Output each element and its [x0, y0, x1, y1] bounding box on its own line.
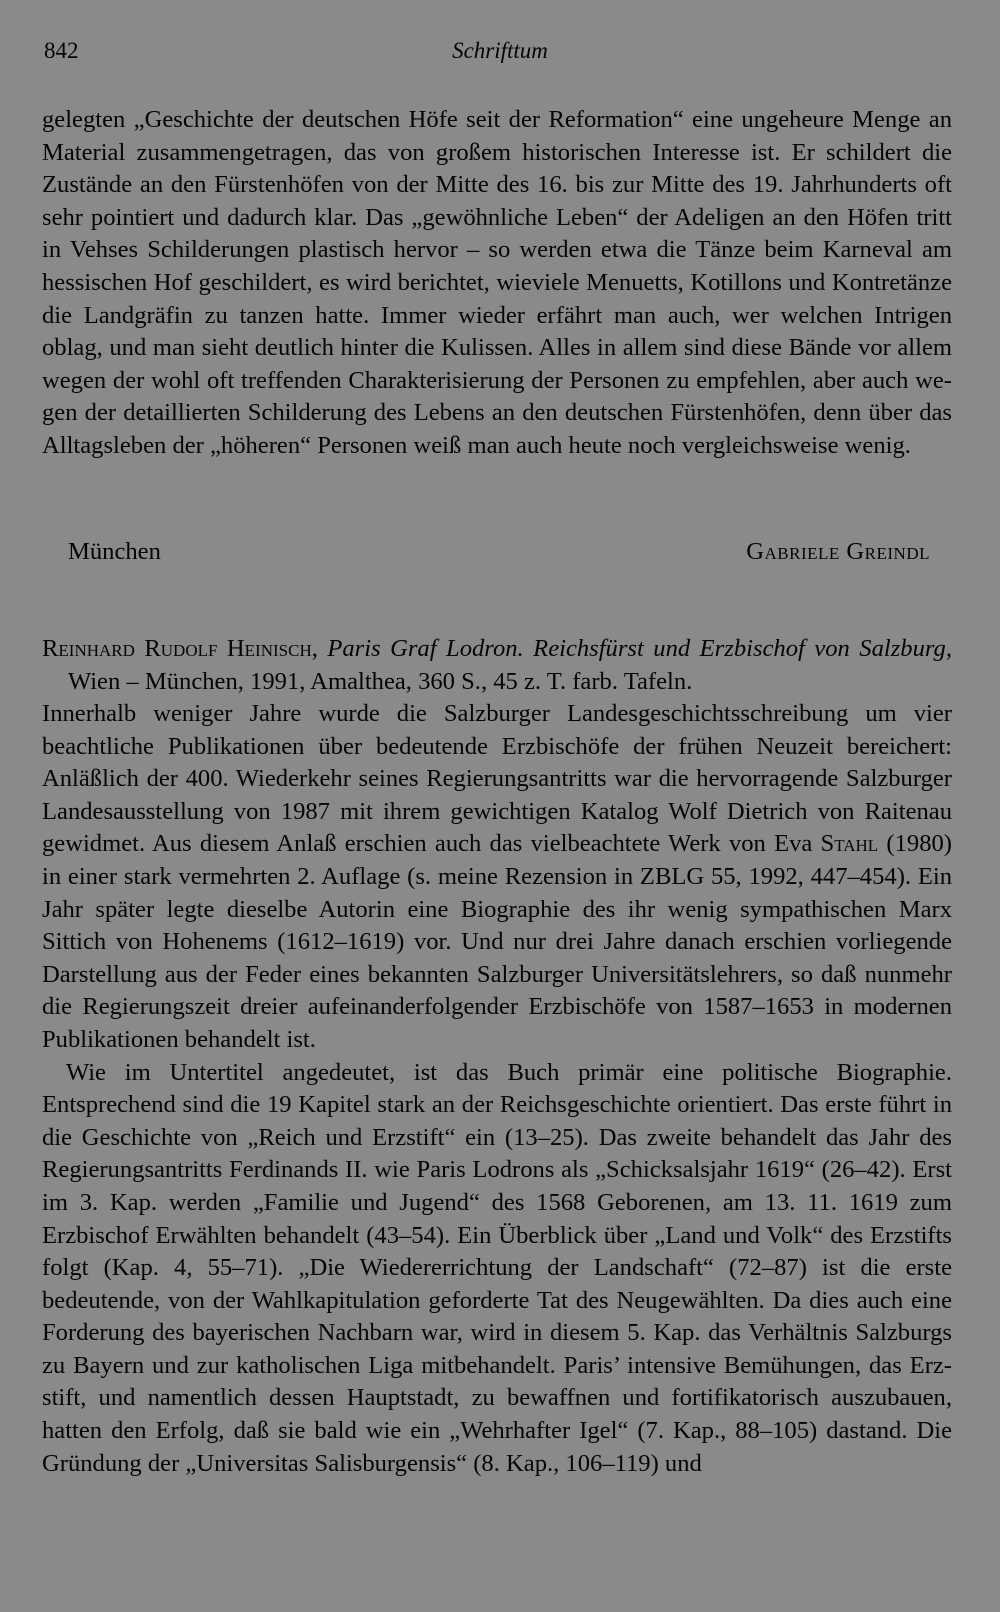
review-1-body — [42, 104, 952, 463]
review-1-signature — [68, 536, 930, 570]
review-1-place: München — [68, 538, 161, 565]
review-2-body — [42, 698, 952, 1480]
running-title: Schrifttum — [452, 38, 548, 63]
review-1-paragraph: gelegten „Geschichte der deutschen Höfe seit der Reformation“ eine ungeheure Menge an Material zusammengetragen, das von großem historischen Interesse ist. Er schildert die Zustände an den Fürstenhöfen von der Mitte des 16. bis zur Mitte des 19. Jahrhunderts oft sehr pointiert und dadurch klar. Das „gewöhnliche Leben“ der Adeligen an den Höfen tritt in Vehses Schilderungen plastisch hervor – so werden etwa die Tänze beim Karneval am hessischen Hof geschildert, es wird berichtet, wieviele Menuetts, Kotillons und Kontretänze die Landgräfin zu tanzen hatte. Immer wieder erfährt man auch, wer welchen Intrigen oblag, und man sieht deutlich hinter die Kulissen. Alles in allem sind diese Bände vor allem wegen der wohl oft treffenden Charakterisierung der Personen zu empfehlen, aber auch wegen der detaillierten Schilderung des Lebens an den deutschen Fürstenhöfen, denn über das Alltagsleben der „höheren“ Personen weiß man auch heute noch vergleichsweise wenig. — [42, 106, 952, 459]
review-2-cited-author: Stahl — [820, 830, 879, 858]
review-2-book-author: Reinhard Rudolf Heinisch, — [42, 635, 318, 662]
review-2-paragraph-1-part-1: Innerhalb weniger Jahre wurde die Salzburger Landesgeschichtsschreibung um vier beachtliche Publikationen über bedeutende Erzbischöfe der frühen Neuzeit bereichert: Anläßlich der 400. Wiederkehr seines Regierungsantritts war die hervorragende Salzburger Landesausstellung von 1987 mit ihrem gewichtigen Katalog Wolf Dietrich von Raitenau gewidmet. Aus diesem Anlaß erschien auch das vielbeachtete Werk von Eva — [42, 700, 952, 858]
review-2-paragraph-1-part-2: (1980) in einer stark vermehrten 2. Auflage (s. meine Rezension in ZBLG 55, 1992, 447–454). Ein Jahr später legte dieselbe Autorin eine Biographie des ihr wenig sympathischen Marx Sittich von Hohenems (1612–1619) vor. Und nur drei Jahre danach erschien vorliegende Darstellung aus der Feder eines bekannten Salzburger Universitätslehrers, so daß nunmehr die Regierungszeit dreier aufeinanderfolgender Erzbischöfe von 1587–1653 in modernen Publikationen behandelt ist. — [42, 830, 952, 1053]
review-2-publication-details: Wien – München, 1991, Amalthea, 360 S., 45 z. T. farb. Tafeln. — [68, 667, 693, 695]
review-1-reviewer: Gabriele Greindl — [746, 538, 930, 565]
page-number: 842 — [44, 38, 79, 63]
review-2-book-title: Paris Graf Lodron. Reichsfürst und Erzbischof von Salzburg, — [327, 635, 952, 662]
running-head — [44, 38, 956, 72]
review-2-bibliographic-entry — [42, 633, 952, 698]
review-2-paragraph-2: Wie im Untertitel angedeutet, ist das Buch primär eine politische Biographie. Entsprechend sind die 19 Kapitel stark an der Reichsgeschichte orientiert. Das erste führt in die Geschichte von „Reich und Erzstift“ ein (13–25). Das zweite behandelt das Jahr des Regierungsantritts Ferdinands II. wie Paris Lodrons als „Schicksalsjahr 1619“ (26–42). Erst im 3. Kap. werden „Familie und Jugend“ des 1568 Geborenen, am 13. 11. 1619 zum Erzbischof Erwählten behandelt (43–54). Ein Überblick über „Land und Volk“ des Erzstifts folgt (Kap. 4, 55–71). „Die Wiedererrichtung der Landschaft“ (72–87) ist die erste bedeutende, von der Wahlkapitulation geforderte Tat des Neugewählten. Da dies auch eine Forderung des bayerischen Nachbarn war, wird in diesem 5. Kap. das Verhältnis Salzburgs zu Bayern und zur katholischen Liga mitbehandelt. Paris’ intensive Bemühungen, das Erzstift, und namentlich dessen Hauptstadt, zu bewaffnen und fortifikatorisch auszubauen, hatten den Erfolg, daß sie bald wie ein „Wehrhafter Igel“ (7. Kap., 88–105) dastand. Die Gründung der „Universitas Salisburgensis“ (8. Kap., 106–119) und — [42, 1058, 952, 1477]
review-2-paragraph-1 — [42, 698, 952, 1057]
